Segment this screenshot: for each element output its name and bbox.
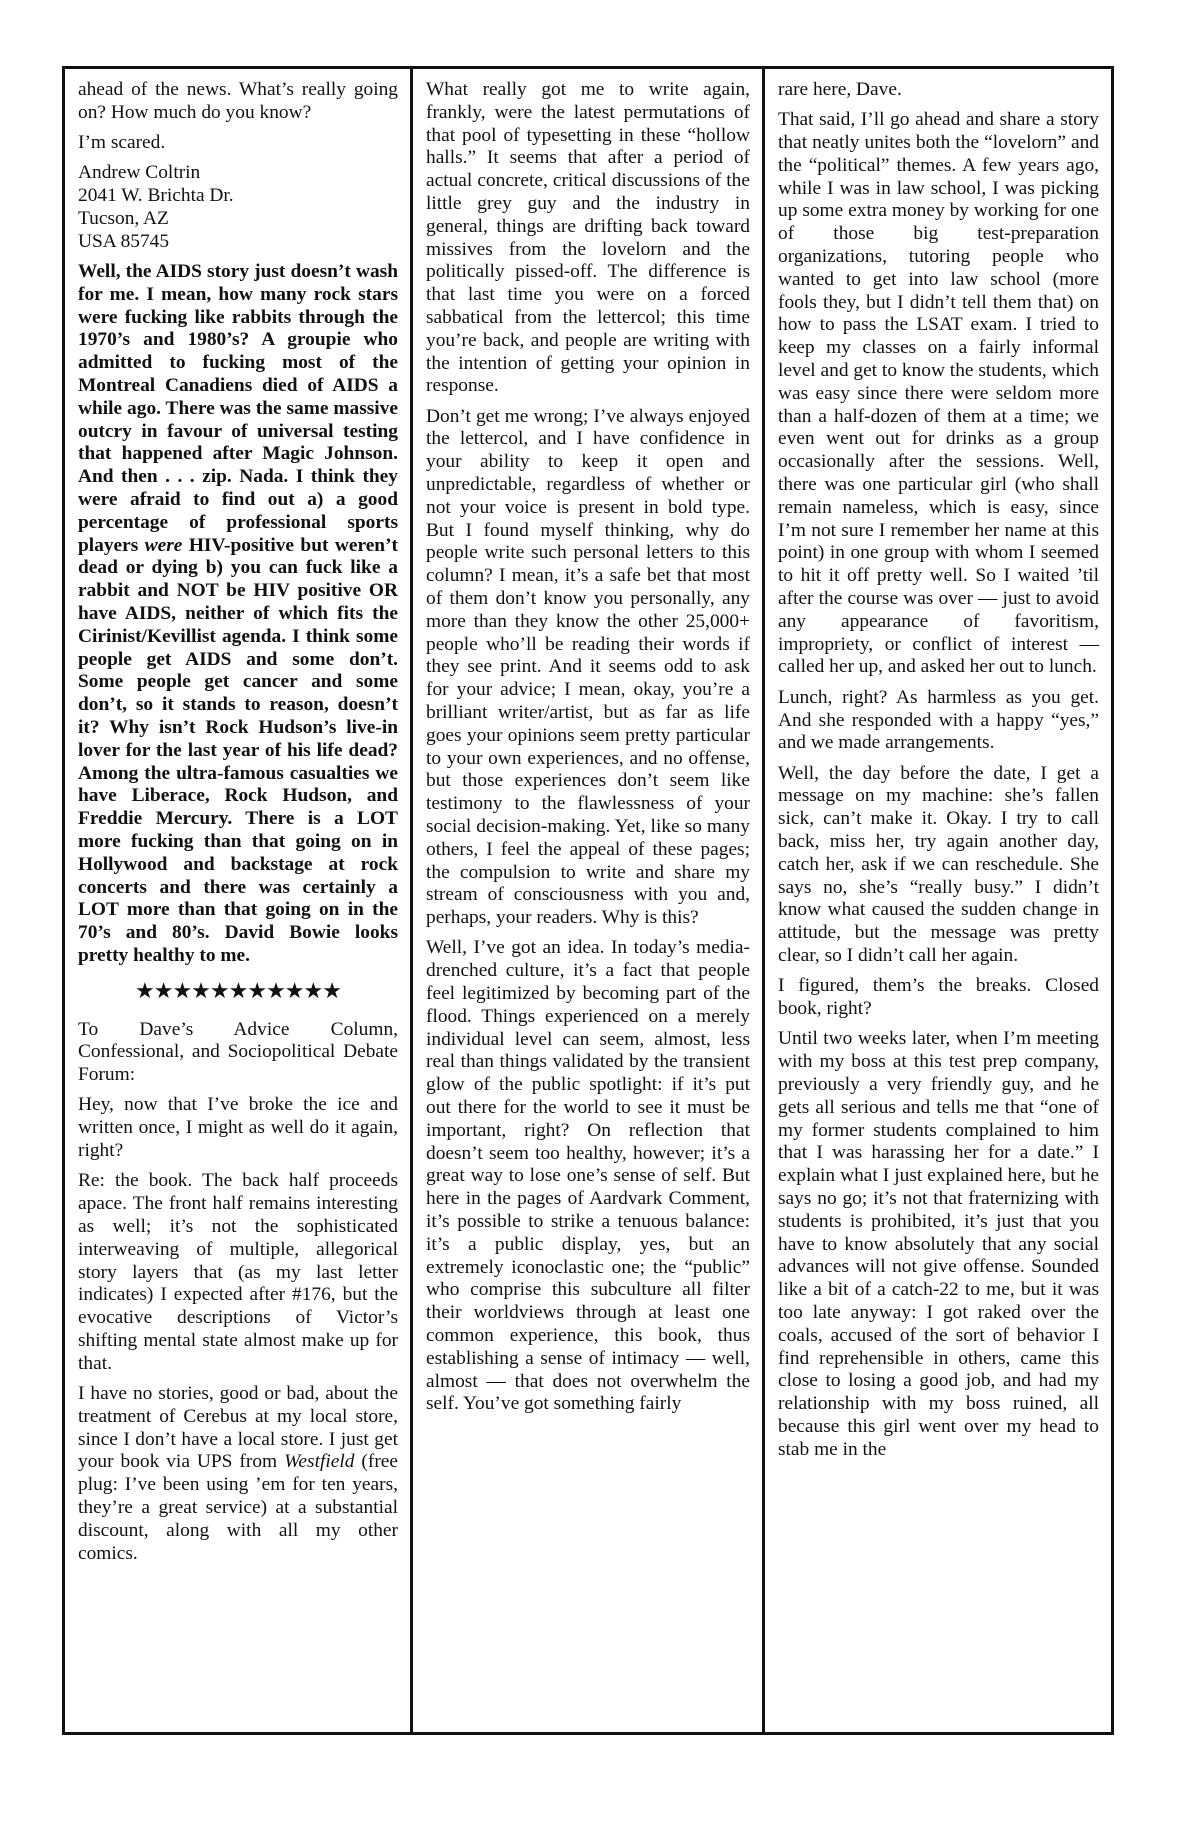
letter-paragraph: What really got me to write again, frankly, were the latest permutations of that pool of typesetting in these “hollow halls.” It seems that after a period of actual concrete, critical discussions of the little grey guy and the industry in general, things are drifting back toward missives from the lovelorn and the politically pissed-off. The difference is that last time you were on a forced sabbatical from the lettercol; this time you’re back, and people are writing with the intention of getting your opinion in response. [426,79,750,397]
letter-paragraph: I figured, them’s the breaks. Closed book, right? [778,975,1099,1020]
address-city: Tucson, AZ [78,207,169,229]
letter-paragraph: I’m scared. [78,132,166,154]
letter-paragraph: That said, I’ll go ahead and share a story that neatly unites both the “lovelorn” and the “political” themes. A few years ago, while I was in law school, I was picking up some extra money by working for one of those big test-preparation organizations, tutoring people who wanted to get into law school (more fools they, but I didn’t tell them that) on how to pass the LSAT exam. I tried to keep my classes on a fairly informal level and get to know the students, which was easy since there were seldom more than a half-dozen of them at a time; we even went out for drinks as a group occasionally after the sessions. Well, there was one particular girl (who shall remain nameless, which is easy, since I’m not sure I remember her name at this point) in one group with whom I seemed to hit it off pretty well. So I waited ’til after the course was over — just to avoid any appearance of favoritism, impropriety, or conflict of interest — called her up, and asked her out to lunch. [778,109,1099,678]
letter-paragraph: I have no stories, good or bad, about the treatment of Cerebus at my local store, since I don’t have a local store. I just get your book via UPS from Westfield (free plug: I’ve been using ’em for ten years, they’re a great service) at a substantial discount, along with all my other comics. [78,1383,398,1564]
signature-address [78,162,398,253]
column-3 [765,69,1111,1732]
star-separator: ★★★★★★★★★★★ [135,977,341,1003]
signature-name: Andrew Coltrin [78,162,201,184]
column-2 [413,69,765,1732]
address-street: 2041 W. Brichta Dr. [78,185,234,207]
editor-response: Well, the AIDS story just doesn’t wash for me. I mean, how many rock stars were fucking like rabbits through the 1970’s and 1980’s? A groupie who admitted to fucking most of the Montreal Canadiens died of AIDS a while ago. There was the same massive outcry in favour of universal testing that happened after Magic Johnson. And then . . . zip. Nada. I think they were afraid to find out a) a good percentage of professional sports players were HIV-positive but weren’t dead or dying b) you can fuck like a rabbit and NOT be HIV positive OR have AIDS, neither of which fits the Cirinist/Kevillist agenda. I think some people get AIDS and some don’t. Some people get cancer and some don’t, so it stands to reason, doesn’t it? Why isn’t Rock Hudson’s live-in lover for the last year of his life dead? Among the ultra-famous casualties we have Liberace, Rock Hudson, and Freddie Mercury. There is a LOT more fucking than that going on in Hollywood and backstage at rock concerts and there was certainly a LOT more than that going on in the 70’s and 80’s. David Bowie looks pretty healthy to me. [78,261,398,966]
letter-paragraph: Lunch, right? As harmless as you get. And she responded with a happy “yes,” and we made arrangements. [778,686,1099,754]
letter-paragraph: Well, the day before the date, I get a message on my machine: she’s fallen sick, can’t make it. Okay. I try to call back, miss her, try again another day, catch her, ask if we can reschedule. She says no, she’s “really busy.” I didn’t know what caused the sudden change in attitude, but the message was pretty clear, so I didn’t call her again. [778,762,1099,966]
letter-paragraph: rare here, Dave. [778,79,902,100]
letter-column-frame [62,66,1114,1735]
letter-paragraph: Well, I’ve got an idea. In today’s media-drenched culture, it’s a fact that people feel legitimized by becoming part of the flood. Things experienced on a merely individual level can seem, almost, less real than things validated by the transient glow of the public spotlight: if it’s put out there for the world to see it must be important, right? On reflection that doesn’t seem too healthy, however; it’s a great way to lose one’s sense of self. But here in the pages of Aardvark Comment, it’s possible to strike a tenuous balance: it’s a public display, yes, but an extremely iconoclastic one; the “public” who comprise this subculture all filter their worldviews through at least one common experience, this book, thus establishing a sense of intimacy — well, almost — that does not overwhelm the self. You’ve got something fairly [426,937,750,1415]
column-1 [65,69,413,1732]
letter-paragraph: Don’t get me wrong; I’ve always enjoyed the lettercol, and I have confidence in your ability to keep it open and unpredictable, regardless of whether or not your voice is present in bold type. But I found myself thinking, why do people write such personal letters to this column? I mean, it’s a safe bet that most of them don’t know you personally, any more than they know the other 25,000+ people who’ll be reading their words if they see print. And it seems odd to ask for your advice; I mean, okay, you’re a brilliant writer/artist, but as far as life goes your opinions seem pretty particular to your own experiences, and no offense, but those experiences don’t seem like testimony to the flawlessness of your social decision-making. Yet, like so many others, I feel the appeal of these pages; the compulsion to write and share my stream of consciousness with you and, perhaps, your readers. Why is this? [426,405,750,929]
letter-salutation: To Dave’s Advice Column, Confessional, and Sociopolitical Debate Forum: [78,1018,398,1086]
letter-paragraph: ahead of the news. What’s really going on? How much do you know? [78,79,398,123]
letter-paragraph: Until two weeks later, when I’m meeting with my boss at this test prep company, previously a very friendly guy, and he gets all serious and tells me that “one of my former students complained to him that I was harassing her for a date.” I explain what I just explained here, but he says no go; it’s not that fraternizing with students is prohibited, it’s just that you have to know absolutely that any social advances will not give offense. Sounded like a bit of a catch-22 to me, but it was too late anyway: I got raked over the coals, accused of the sort of behavior I find reprehensible in others, came this close to losing a good job, and had my relationship with my boss ruined, all because this girl went over my head to stab me in the [778,1028,1099,1460]
letter-paragraph: Hey, now that I’ve broke the ice and written once, I might as well do it again, right? [78,1094,398,1162]
letter-paragraph: Re: the book. The back half proceeds apace. The front half remains interesting as well; it’s not the sophisticated interweaving of multiple, allegorical story layers that (as my last letter indicates) I expected after #176, but the evocative descriptions of Victor’s shifting mental state almost make up for that. [78,1170,398,1374]
address-country-zip: USA 85745 [78,230,170,252]
